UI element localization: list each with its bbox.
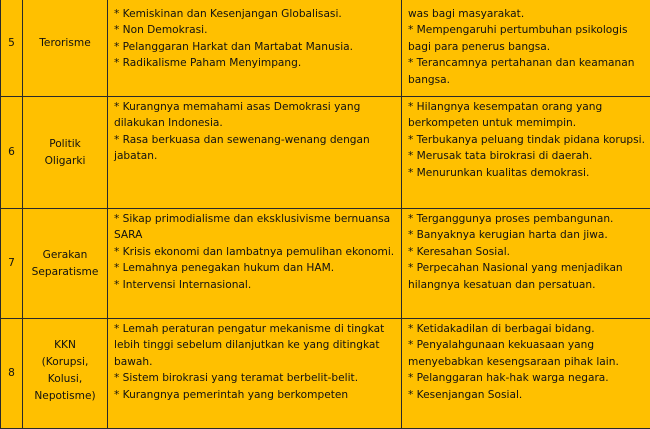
effect-item: * Hilangnya kesempatan orang yang berkompeten untuk memimpin. bbox=[408, 99, 646, 132]
cause-item: * Rasa berkuasa dan sewenang-wenang dengan jabatan. bbox=[114, 132, 397, 165]
effect-item: * Perpecahan Nasional yang menjadikan hilangnya kesatuan dan persatuan. bbox=[408, 260, 646, 293]
topic-line: Politik bbox=[23, 136, 107, 153]
cause-cell bbox=[108, 97, 402, 209]
topic-line: KKN bbox=[23, 337, 107, 354]
row-number: 7 bbox=[1, 209, 23, 319]
effect-item: * Pelanggaran hak-hak warga negara. bbox=[408, 370, 646, 386]
row-number: 6 bbox=[1, 97, 23, 209]
row-number: 5 bbox=[1, 0, 23, 97]
effect-item: * Ketidakadilan di berbagai bidang. bbox=[408, 321, 646, 337]
cause-item: * Kemiskinan dan Kesenjangan Globalisasi. bbox=[114, 6, 397, 22]
table-row bbox=[1, 97, 650, 209]
effect-item: * Terbukanya peluang tindak pidana korupsi. bbox=[408, 132, 646, 148]
effect-cell bbox=[402, 319, 650, 429]
topic-line: Nepotisme) bbox=[23, 388, 107, 405]
row-topic bbox=[23, 97, 108, 209]
cause-item: * Lemah peraturan pengatur mekanisme di tingkat lebih tinggi sebelum dilanjutkan ke yang ditingkat bawah. bbox=[114, 321, 397, 370]
effect-cell bbox=[402, 0, 650, 97]
effect-item: * Keresahan Sosial. bbox=[408, 244, 646, 260]
cause-item: * Kurangnya pemerintah yang berkompeten bbox=[114, 387, 397, 403]
topic-line: (Korupsi, bbox=[23, 354, 107, 371]
row-topic bbox=[23, 319, 108, 429]
effect-cell bbox=[402, 97, 650, 209]
table-row bbox=[1, 319, 650, 429]
effect-item: * Terancamnya pertahanan dan keamanan bangsa. bbox=[408, 55, 646, 88]
table-row bbox=[1, 0, 650, 97]
effect-cell bbox=[402, 209, 650, 319]
cause-cell bbox=[108, 319, 402, 429]
cause-cell bbox=[108, 209, 402, 319]
row-topic bbox=[23, 209, 108, 319]
cause-item: * Pelanggaran Harkat dan Martabat Manusia. bbox=[114, 39, 397, 55]
topic-line: Terorisme bbox=[23, 35, 107, 52]
cause-item: * Krisis ekonomi dan lambatnya pemulihan ekonomi. bbox=[114, 244, 397, 260]
cause-item: * Lemahnya penegakan hukum dan HAM. bbox=[114, 260, 397, 276]
cause-item: * Kurangnya memahami asas Demokrasi yang dilakukan Indonesia. bbox=[114, 99, 397, 132]
topic-line: Kolusi, bbox=[23, 371, 107, 388]
effect-item: * Mempengaruhi pertumbuhan psikologis bagi para penerus bangsa. bbox=[408, 22, 646, 55]
row-number: 8 bbox=[1, 319, 23, 429]
cause-item: * Sikap primodialisme dan eksklusivisme bernuansa SARA bbox=[114, 211, 397, 244]
topic-line: Gerakan bbox=[23, 247, 107, 264]
effect-item: * Kesenjangan Sosial. bbox=[408, 387, 646, 403]
effect-item: * Banyaknya kerugian harta dan jiwa. bbox=[408, 227, 646, 243]
cause-cell bbox=[108, 0, 402, 97]
topic-line: Separatisme bbox=[23, 264, 107, 281]
effect-item: * Merusak tata birokrasi di daerah. bbox=[408, 148, 646, 164]
topic-line: Oligarki bbox=[23, 153, 107, 170]
effect-item: * Terganggunya proses pembangunan. bbox=[408, 211, 646, 227]
table-row bbox=[1, 209, 650, 319]
effect-item: was bagi masyarakat. bbox=[408, 6, 646, 22]
cause-item: * Sistem birokrasi yang teramat berbelit-belit. bbox=[114, 370, 397, 386]
cause-item: * Intervensi Internasional. bbox=[114, 277, 397, 293]
cause-item: * Non Demokrasi. bbox=[114, 22, 397, 38]
cause-item: * Radikalisme Paham Menyimpang. bbox=[114, 55, 397, 71]
row-topic bbox=[23, 0, 108, 97]
effect-item: * Penyalahgunaan kekuasaan yang menyebabkan kesengsaraan pihak lain. bbox=[408, 337, 646, 370]
effect-item: * Menurunkan kualitas demokrasi. bbox=[408, 165, 646, 181]
